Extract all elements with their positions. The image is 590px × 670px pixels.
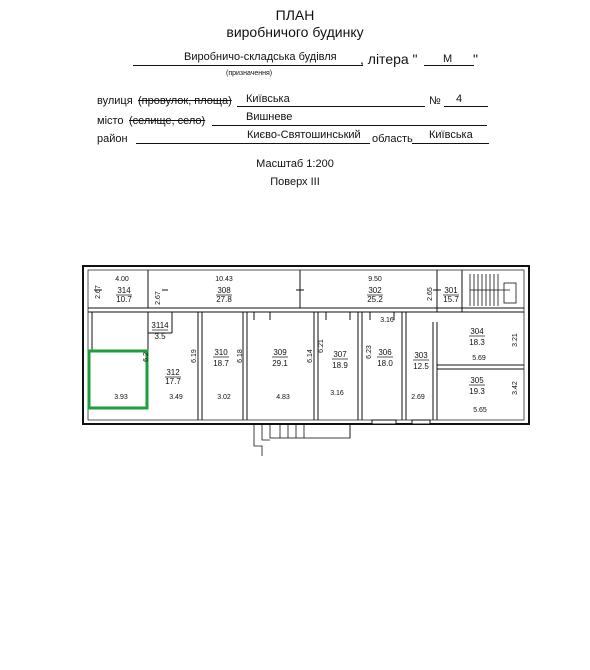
dimension-label: 3.93	[114, 394, 128, 401]
room-area: 18.0	[377, 359, 393, 368]
room-number: 307	[333, 350, 347, 359]
dimension-label: 6.18	[237, 349, 244, 363]
dimension-label: 3.42	[512, 381, 519, 395]
room-number: 305	[470, 376, 484, 385]
room-area: 19.3	[469, 387, 485, 396]
district-value: Києво-Святошинський	[247, 129, 361, 141]
inner-wall	[88, 270, 524, 420]
dimension-label: 2.69	[411, 394, 425, 401]
room-area: 18.7	[213, 359, 229, 368]
room-number: 301	[444, 286, 458, 295]
region-label: область	[372, 133, 413, 145]
dimension-label: 4.83	[276, 394, 290, 401]
dimension-label: 2.67	[95, 285, 102, 299]
dimension-label: 3.49	[169, 394, 183, 401]
litera-value: М	[443, 53, 453, 65]
room-area: 27.8	[216, 295, 232, 304]
room-number: 312	[166, 368, 180, 377]
dimension-label: 6.2	[143, 352, 150, 362]
room-number: 306	[378, 348, 392, 357]
purpose-caption: (призначення)	[226, 70, 273, 77]
dimension-label: 9.50	[368, 276, 382, 283]
dimension-label: 2.65	[427, 287, 434, 301]
stairs	[470, 274, 516, 306]
porch	[254, 424, 350, 456]
room-area: 15.7	[443, 295, 459, 304]
dimension-label: 3.02	[217, 394, 231, 401]
dimension-label: 5.69	[472, 355, 486, 362]
street-struck: (провулок, площа)	[138, 95, 232, 107]
room-number: 314	[117, 286, 131, 295]
number-value: 4	[456, 93, 463, 105]
room-area: 25.2	[367, 295, 383, 304]
dimension-label: 3.21	[512, 333, 519, 347]
street-label: вулиця	[97, 95, 133, 107]
plan-subtitle: виробничого будинку	[226, 24, 364, 40]
dimension-label: 4.00	[115, 276, 129, 283]
floor-label: Поверх III	[270, 176, 320, 188]
number-label: №	[429, 95, 441, 107]
purpose-value: Виробничо-складська будівля	[184, 51, 337, 63]
dimension-label: 6.14	[307, 349, 314, 363]
dimension-label: 6.21	[318, 339, 325, 353]
region-value: Київська	[429, 129, 473, 141]
room-area: 12.5	[413, 362, 429, 371]
room-area: 18.9	[332, 361, 348, 370]
litera-close: "	[473, 51, 478, 67]
room-area: 29.1	[272, 359, 288, 368]
room-number: 3114	[151, 321, 169, 330]
dimension-label: 5.65	[473, 407, 487, 414]
scale-label: Масштаб 1:200	[256, 158, 334, 170]
room-number: 302	[368, 286, 382, 295]
room-area: 17.7	[165, 377, 181, 386]
room-number: 309	[273, 348, 287, 357]
room-area: 18.3	[469, 338, 485, 347]
district-label: район	[97, 133, 128, 145]
litera-label: , літера "	[360, 51, 418, 67]
city-struck: (селище, село)	[129, 115, 206, 127]
dimension-label: 3.16	[380, 317, 394, 324]
city-value: Вишневе	[246, 111, 293, 123]
dimension-label: 6.19	[191, 349, 198, 363]
room-area: 3.5	[154, 332, 166, 341]
city-label: місто	[97, 115, 124, 127]
room-number: 308	[217, 286, 231, 295]
room-number: 310	[214, 348, 228, 357]
room-number: 303	[414, 351, 428, 360]
dimension-label: 2.67	[155, 291, 162, 305]
street-value: Київська	[246, 93, 290, 105]
room-number: 304	[470, 327, 484, 336]
dimension-label: 10.43	[215, 276, 233, 283]
dimension-label: 3.16	[330, 390, 344, 397]
dimension-label: 6.23	[366, 345, 373, 359]
plan-title: ПЛАН	[275, 7, 315, 23]
room-area: 10.7	[116, 295, 132, 304]
